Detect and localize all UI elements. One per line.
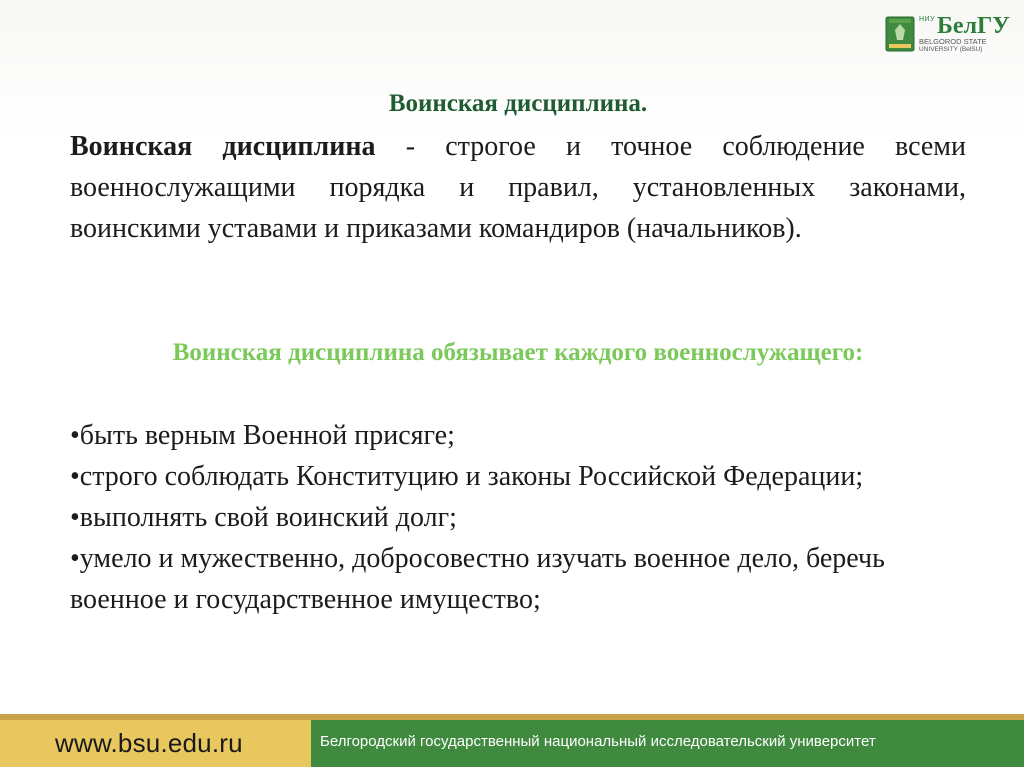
footer-url-panel (0, 720, 311, 767)
logo-subtitle-line2: UNIVERSITY (BelSU) (919, 46, 983, 53)
university-logo (885, 14, 1010, 60)
website-url[interactable]: www.bsu.edu.ru (55, 728, 243, 758)
logo-small-text: НИУ (919, 16, 936, 23)
definition-text: - строгое и точное соблюдение всеми военнослужащими порядка и правил, установленных законами, воинскими уставами и приказами командиров (начальников). (70, 131, 967, 244)
list-item: •строго соблюдать Конституцию и законы Российской Федерации; (70, 461, 864, 492)
shield-icon (885, 16, 915, 56)
logo-subtitle-line1: BELGOROD STATE (919, 37, 987, 46)
duties-list (70, 415, 966, 620)
university-name: Белгородский государственный национальный исследовательский университет (320, 733, 876, 750)
list-item: •выполнять свой воинский долг; (70, 502, 457, 533)
list-item: •умело и мужественно, добросовестно изучать военное дело, беречь военное и государственное имущество; (70, 543, 885, 615)
footer-bar (0, 714, 1024, 767)
logo-main-text: БелГУ (937, 13, 1010, 39)
logo-wordmark (919, 14, 1010, 54)
footer-university-panel (311, 720, 1024, 767)
definition-term: Воинская дисциплина (70, 131, 376, 162)
slide-title: Воинская дисциплина. (388, 90, 648, 117)
definition-paragraph (70, 126, 966, 249)
duties-heading: Воинская дисциплина обязывает каждого военнослужащего: (172, 339, 864, 366)
list-item: •быть верным Военной присяге; (70, 420, 455, 451)
